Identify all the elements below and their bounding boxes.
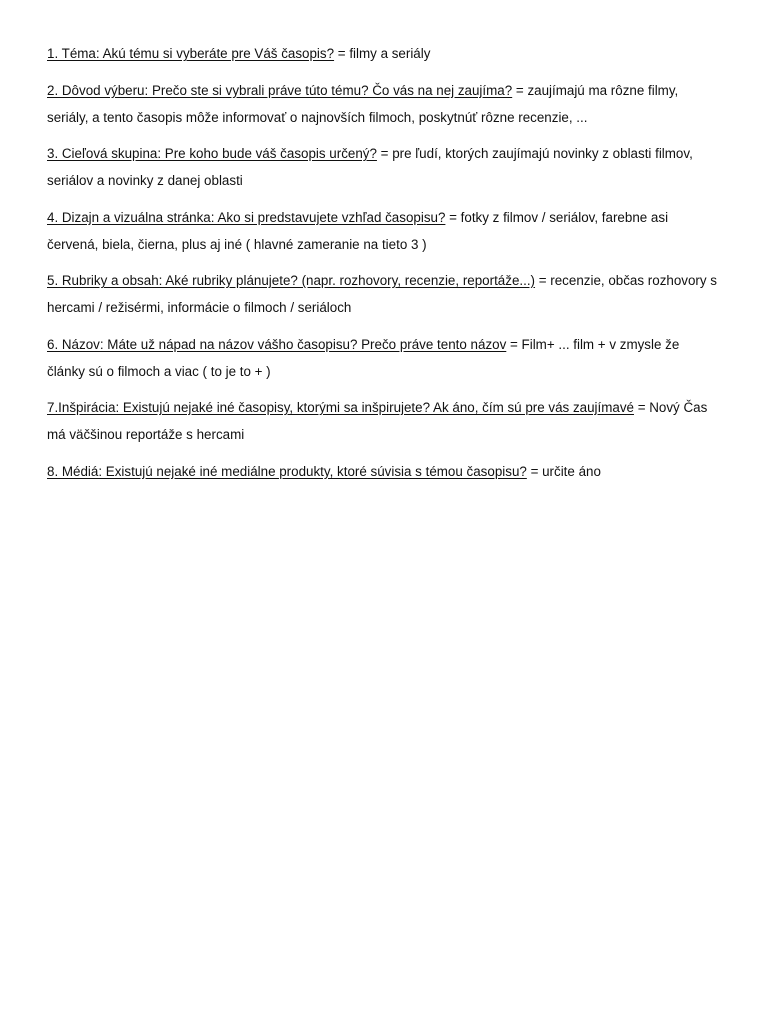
questionnaire-item-7 — [47, 394, 719, 448]
answer-text: = recenzie, občas rozhovory s hercami / režisérmi, informácie o filmoch / seriáloch — [47, 273, 717, 315]
question-text: 8. Médiá: Existujú nejaké iné mediálne produkty, ktoré súvisia s témou časopisu? — [47, 463, 527, 479]
answer-text: = filmy a seriály — [334, 46, 431, 61]
question-text: 6. Názov: Máte už nápad na názov vášho časopisu? Prečo práve tento názov — [47, 336, 507, 352]
question-text: 3. Cieľová skupina: Pre koho bude váš časopis určený? — [47, 146, 377, 161]
question-text: 7.Inšpirácia: Existujú nejaké iné časopisy, ktorými sa inšpirujete? Ak áno, čím sú pre vás zaujímavé — [47, 400, 634, 415]
questionnaire-item-1 — [47, 40, 719, 67]
answer-text: = pre ľudí, ktorých zaujímajú novinky z oblasti filmov, seriálov a novinky z danej oblasti — [47, 146, 693, 188]
answer-text: = zaujímajú ma rôzne filmy, seriály, a tento časopis môže informovať o najnovších filmoch, poskytnúť rôzne recenzie, ... — [47, 82, 679, 125]
question-text: 1. Téma: Akú tému si vyberáte pre Váš časopis? — [47, 46, 335, 61]
document-body — [47, 40, 719, 494]
questionnaire-item-6 — [47, 331, 719, 385]
answer-text: = určite áno — [526, 463, 601, 479]
questionnaire-item-2 — [47, 77, 719, 131]
question-text: 4. Dizajn a vizuálna stránka: Ako si predstavujete vzhľad časopisu? — [47, 209, 446, 225]
questionnaire-item-5 — [47, 267, 719, 321]
questionnaire-item-4 — [47, 204, 719, 258]
answer-text: = Film+ ... film + v zmysle že články sú o filmoch a viac ( to je to + ) — [47, 336, 680, 379]
questionnaire-item-8 — [47, 458, 719, 485]
questionnaire-item-3 — [47, 140, 719, 194]
answer-text: = Nový Čas má väčšinou reportáže s hercami — [47, 400, 708, 442]
question-text: 5. Rubriky a obsah: Aké rubriky plánujete? (napr. rozhovory, recenzie, reportáže...) — [47, 273, 536, 288]
answer-text: = fotky z filmov / seriálov, farebne asi červená, biela, čierna, plus aj iné ( hlavné zameranie na tieto 3 ) — [47, 209, 669, 252]
question-text: 2. Dôvod výberu: Prečo ste si vybrali práve túto tému? Čo vás na nej zaujíma? — [47, 82, 513, 98]
